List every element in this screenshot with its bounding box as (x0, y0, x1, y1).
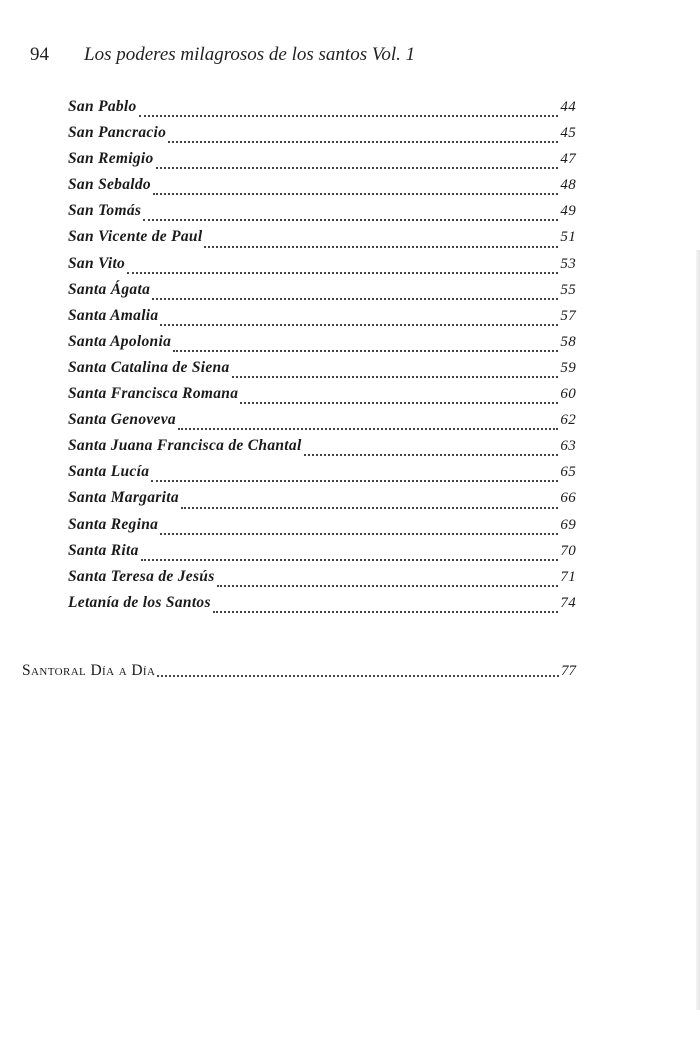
toc-entry-page: 51 (560, 229, 576, 246)
toc-entry-title: Santa Regina (68, 515, 159, 533)
toc-entry (68, 435, 576, 461)
dot-leader (168, 141, 558, 143)
dot-leader (181, 507, 559, 509)
toc-entry-page: 65 (560, 464, 576, 481)
toc-entry (68, 174, 576, 200)
toc-entry-page: 53 (560, 255, 576, 272)
dot-leader (141, 559, 559, 561)
toc-entry-title: San Sebaldo (68, 176, 151, 194)
dot-leader (151, 480, 558, 482)
dot-leader (153, 193, 558, 195)
dot-leader (178, 428, 558, 430)
toc-entry-title: Santa Juana Francisca de Chantal (68, 437, 302, 455)
table-of-contents (68, 96, 576, 618)
toc-entry (68, 305, 576, 331)
section-title: Santoral Día a Día (22, 662, 156, 679)
toc-entry-page: 69 (560, 516, 576, 533)
page-edge-shadow (696, 250, 700, 1010)
toc-entry (68, 592, 576, 618)
toc-entry (68, 461, 576, 487)
toc-entry-page: 66 (560, 490, 576, 507)
toc-entry-page: 57 (560, 307, 576, 324)
dot-leader (204, 246, 558, 248)
toc-entry (68, 540, 576, 566)
toc-entry-title: Santa Apolonia (68, 332, 172, 350)
toc-entry-page: 49 (560, 203, 576, 220)
toc-entry-page: 47 (560, 151, 576, 168)
toc-entry (68, 96, 576, 122)
dot-leader (217, 585, 559, 587)
dot-leader (304, 454, 559, 456)
dot-leader (160, 324, 558, 326)
toc-entry-title: Santa Francisca Romana (68, 385, 239, 403)
running-head (30, 44, 415, 66)
toc-entry-title: San Tomás (68, 202, 142, 220)
toc-entry (68, 148, 576, 174)
toc-entry (68, 357, 576, 383)
toc-entry-page: 63 (560, 438, 576, 455)
toc-entry-title: San Pablo (68, 98, 137, 115)
toc-entry (68, 409, 576, 435)
dot-leader (232, 376, 559, 378)
toc-entry-title: Santa Amalia (68, 306, 159, 324)
dot-leader (160, 533, 558, 535)
dot-leader (139, 115, 559, 117)
toc-entry-title: Santa Rita (68, 541, 139, 559)
toc-entry-page: 74 (560, 594, 576, 611)
toc-entry-title: Santa Lucía (68, 463, 150, 481)
toc-entry-page: 60 (560, 386, 576, 403)
toc-entry (68, 383, 576, 409)
toc-entry-title: Santa Margarita (68, 489, 179, 507)
toc-entry-title: San Remigio (68, 150, 154, 168)
toc-entry (68, 200, 576, 226)
page-number: 94 (30, 44, 49, 65)
dot-leader (240, 402, 558, 404)
toc-entry-title: Santa Genoveva (68, 411, 176, 429)
toc-entry-page: 44 (560, 99, 576, 115)
toc-entry-page: 59 (560, 359, 576, 376)
toc-entry (68, 487, 576, 513)
dot-leader (213, 611, 559, 613)
toc-entry-title: Santa Teresa de Jesús (68, 567, 215, 585)
toc-entry-page: 48 (560, 177, 576, 194)
dot-leader (127, 272, 558, 274)
toc-entry (68, 566, 576, 592)
dot-leader (143, 219, 558, 221)
toc-entry-page: 71 (560, 568, 576, 585)
toc-entry-title: San Pancracio (68, 124, 167, 142)
book-title: Los poderes milagrosos de los santos Vol. 1 (84, 44, 416, 65)
toc-entry (68, 279, 576, 305)
toc-entry-title: San Vito (68, 254, 126, 272)
dot-leader (152, 298, 558, 300)
toc-entry-page: 58 (560, 333, 576, 350)
toc-entry (68, 331, 576, 357)
toc-entry (68, 253, 576, 279)
dot-leader (156, 167, 559, 169)
toc-entry-page: 70 (560, 542, 576, 559)
toc-entry (68, 226, 576, 252)
dot-leader (157, 675, 559, 677)
section-page-number: 77 (561, 663, 576, 679)
toc-entry-title: Santa Ágata (68, 280, 151, 298)
toc-entry (68, 122, 576, 148)
toc-section-entry (22, 660, 576, 682)
toc-entry-page: 62 (560, 412, 576, 429)
toc-entry-title: Santa Catalina de Siena (68, 358, 230, 376)
toc-entry-page: 45 (560, 125, 576, 142)
toc-entry-title: San Vicente de Paul (68, 228, 203, 246)
toc-entry-title: Letanía de los Santos (68, 593, 211, 611)
toc-entry-page: 55 (560, 281, 576, 298)
toc-entry (68, 514, 576, 540)
dot-leader (173, 350, 558, 352)
